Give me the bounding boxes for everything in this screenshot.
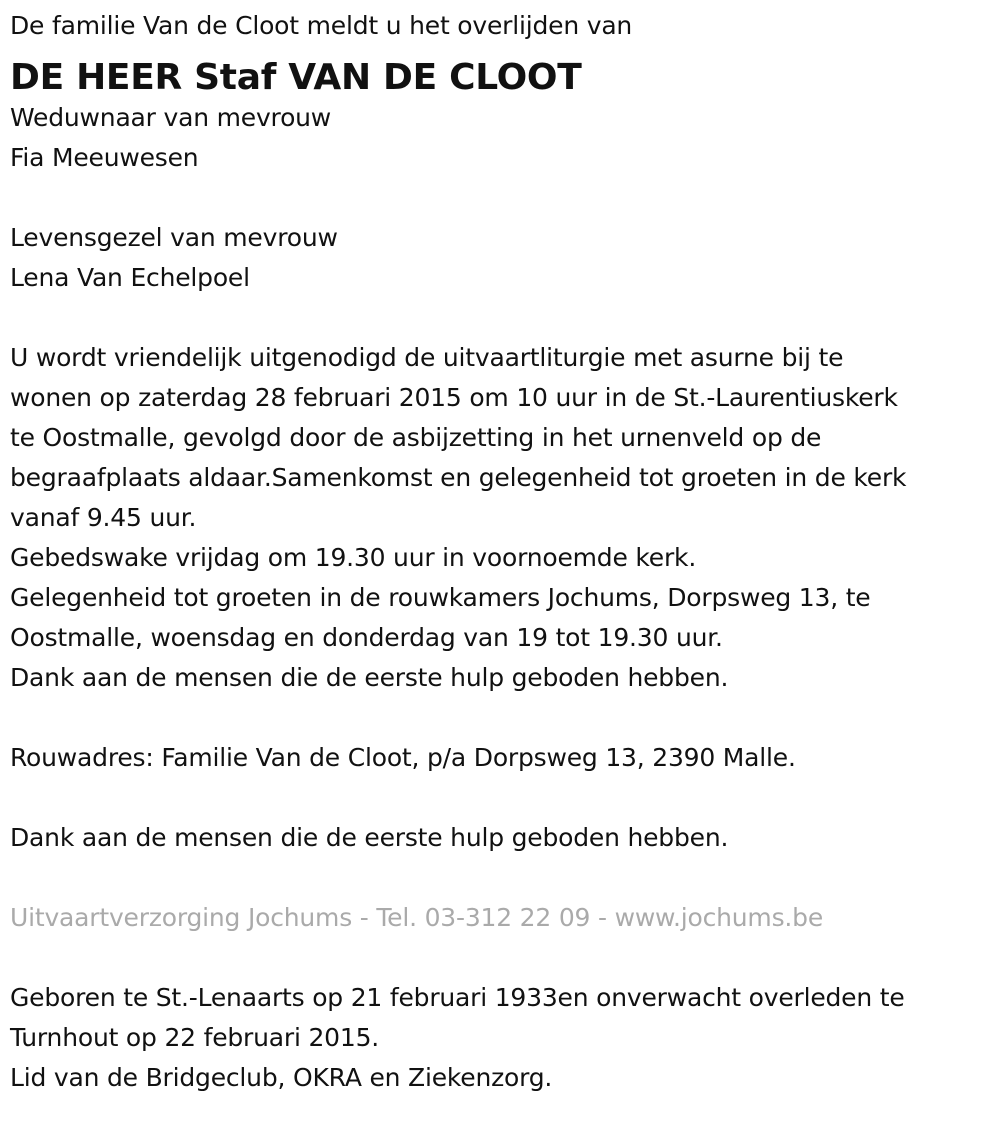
relation-name: Lena Van Echelpoel — [10, 263, 250, 292]
ceremony-line: wonen op zaterdag 28 februari 2015 om 10 uur in de St.-Laurentiuskerk — [10, 383, 898, 412]
bio-line: Lid van de Bridgeclub, OKRA en Ziekenzorg. — [10, 1063, 553, 1092]
ceremony-line: Gebedswake vrijdag om 19.30 uur in voornoemde kerk. — [10, 543, 697, 572]
ceremony-line: U wordt vriendelijk uitgenodigd de uitvaartliturgie met asurne bij te — [10, 343, 844, 372]
biography — [10, 978, 990, 1098]
thanks-text: Dank aan de mensen die de eerste hulp geboden hebben. — [10, 823, 729, 852]
ceremony-line: te Oostmalle, gevolgd door de asbijzetting in het urnenveld op de — [10, 423, 822, 452]
spacer — [10, 858, 990, 898]
relation-title: Levensgezel van mevrouw — [10, 223, 338, 252]
deceased-name: DE HEER Staf VAN DE CLOOT — [10, 57, 582, 98]
spacer — [10, 778, 990, 818]
spacer — [10, 178, 990, 218]
relation-title: Weduwnaar van mevrouw — [10, 103, 332, 132]
spacer — [10, 698, 990, 738]
spacer — [10, 938, 990, 978]
spacer — [10, 298, 990, 338]
ceremony-line: Dank aan de mensen die de eerste hulp geboden hebben. — [10, 663, 729, 692]
bio-line: Turnhout op 22 februari 2015. — [10, 1023, 380, 1052]
ceremony-line: begraafplaats aldaar.Samenkomst en gelegenheid tot groeten in de kerk — [10, 463, 907, 492]
ceremony-line: vanaf 9.45 uur. — [10, 503, 197, 532]
ceremony-line: Oostmalle, woensdag en donderdag van 19 tot 19.30 uur. — [10, 623, 723, 652]
mourning-address: Rouwadres: Familie Van de Cloot, p/a Dorpsweg 13, 2390 Malle. — [10, 743, 796, 772]
relation-name: Fia Meeuwesen — [10, 143, 199, 172]
funeral-home-info: Uitvaartverzorging Jochums - Tel. 03-312 22 09 - www.jochums.be — [10, 903, 824, 932]
intro-text: De familie Van de Cloot meldt u het overlijden van — [10, 11, 633, 40]
ceremony-details — [10, 338, 990, 698]
bio-line: Geboren te St.-Lenaarts op 21 februari 1933en onverwacht overleden te — [10, 983, 905, 1012]
ceremony-line: Gelegenheid tot groeten in de rouwkamers Jochums, Dorpsweg 13, te — [10, 583, 871, 612]
